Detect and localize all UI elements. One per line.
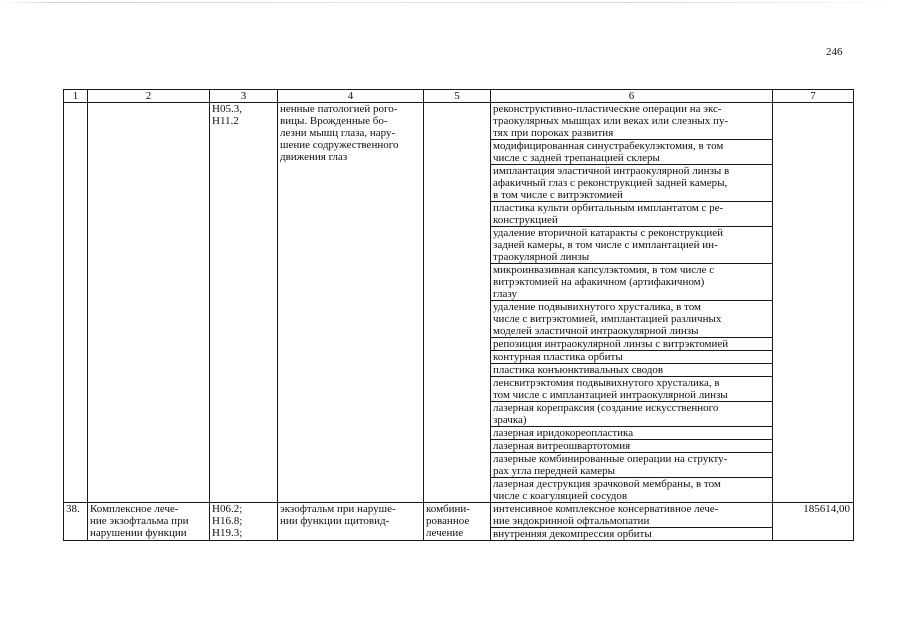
table-row — [64, 103, 854, 503]
procedure-list — [491, 103, 772, 502]
procedures-table — [63, 89, 854, 541]
table-row — [64, 503, 854, 541]
procedure-item: лазерная иридокореопластика — [491, 427, 772, 440]
procedure-item: интенсивное комплексное консервативное лече- ние эндокринной офтальмопатии — [491, 503, 772, 528]
procedure-item: лазерная деструкция зрачковой мембраны, в том числе с коагуляцией сосудов — [493, 478, 721, 502]
procedure-item: пластика конъюнктивальных сводов — [491, 364, 772, 377]
procedures-cell — [491, 103, 773, 503]
procedures-cell — [491, 503, 773, 541]
procedure-item: лазерная корепраксия (создание искусственного зрачка) — [491, 402, 772, 427]
procedure-item: ленсвитрэктомия подвывихнутого хрусталика, в том числе с имплантацией интраокулярной линзы — [491, 377, 772, 402]
procedure-item: контурная пластика орбиты — [491, 351, 772, 364]
procedure-item: реконструктивно-пластические операции на экс- траокулярных мышцах или веках или слезных пу- тях при пороках развития — [491, 103, 772, 140]
procedure-item: лазерная витреошвартотомия — [491, 440, 772, 453]
header-cell-7: 7 — [773, 90, 854, 103]
treatment-type-cell: комбини- рованное лечение — [424, 503, 491, 541]
page-number: 246 — [826, 46, 843, 58]
cost-cell: 185614,00 — [773, 503, 854, 541]
procedure-list — [491, 503, 772, 540]
treatment-name-cell — [88, 103, 210, 503]
icd-codes-cell: H05.3, H11.2 — [210, 103, 278, 503]
treatment-name-cell: Комплексное лече- ние экзофтальма при нарушении функции — [88, 503, 210, 541]
procedure-item: имплантация эластичной интраокулярной линзы в афакичный глаз с реконструкцией задней камеры, в том числе с витрэктомией — [491, 165, 772, 202]
procedure-item: лазерные комбинированные операции на структу- рах угла передней камеры — [491, 453, 772, 478]
header-row — [64, 90, 854, 103]
procedure-item: удаление вторичной катаракты с реконструкцией задней камеры, в том числе с имплантацией ин- траокулярной линзы — [491, 227, 772, 264]
row-number-cell: 38. — [64, 503, 88, 541]
procedure-item: модифицированная синустрабекулэктомия, в том числе с задней трепанацией склеры — [491, 140, 772, 165]
row-number-cell — [64, 103, 88, 503]
header-cell-6: 6 — [491, 90, 773, 103]
procedure-item: внутренняя декомпрессия орбиты — [493, 528, 652, 540]
header-cell-2: 2 — [88, 90, 210, 103]
procedure-item: микроинвазивная капсулэктомия, в том числе с витрэктомией на афакичном (артифакичном) глазу — [491, 264, 772, 301]
procedure-item: удаление подвывихнутого хрусталика, в том числе с витрэктомией, имплантацией различных моделей эластичной интраокулярной линзы — [491, 301, 772, 338]
treatment-type-cell — [424, 103, 491, 503]
patient-model-cell: экзофтальм при наруше- нии функции щитовид- — [278, 503, 424, 541]
procedure-item: репозиция интраокулярной линзы с витрэктомией — [491, 338, 772, 351]
scan-edge-line — [0, 2, 905, 3]
header-cell-5: 5 — [424, 90, 491, 103]
header-cell-4: 4 — [278, 90, 424, 103]
header-cell-1: 1 — [64, 90, 88, 103]
patient-model-cell: ненные патологией рого- вицы. Врожденные бо- лезни мышц глаза, нару- шение содружественного движения глаз — [278, 103, 424, 503]
cost-cell — [773, 103, 854, 503]
procedure-item: пластика культи орбитальным имплантатом с ре- конструкцией — [491, 202, 772, 227]
icd-codes-cell: H06.2; H16.8; H19.3; — [210, 503, 278, 541]
header-cell-3: 3 — [210, 90, 278, 103]
